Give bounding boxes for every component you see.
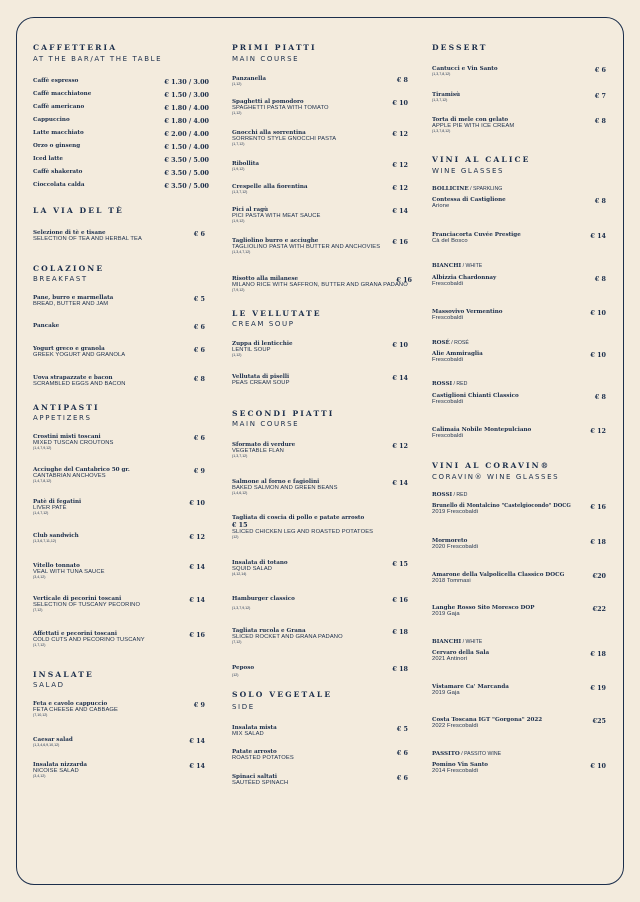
menu-item: Tagliata di coscia di pollo e patate arrosto € 15 SLICED CHICKEN LEG AND ROASTED POTATOES (12): [232, 515, 408, 539]
wine-category: ROSSI / RED: [432, 381, 468, 387]
item-allergens: (4,12,14): [232, 572, 247, 576]
item-price: € 19: [590, 684, 606, 692]
item-price: € 8: [594, 117, 606, 125]
menu-item: Tagliolino burro e acciughe € 16 TAGLIOLINO PASTA WITH BUTTER AND ANCHOVIES (1,3,4,7,12): [232, 238, 408, 254]
item-description: PICI PASTA WITH MEAT SAUCE: [232, 213, 321, 219]
item-producer: 2018 Tommasi: [432, 578, 471, 584]
item-price: € 16: [392, 596, 408, 604]
menu-item: Caffè shakerato € 3.50 / 5.00: [33, 169, 209, 177]
item-allergens: (1,3,4,7,12): [232, 250, 251, 254]
item-price: € 14: [392, 479, 408, 487]
item-producer: Frescobaldi: [432, 281, 464, 287]
item-allergens: (1,3,7,9,12): [232, 606, 251, 610]
section-subtitle-primi: MAIN COURSE: [232, 55, 300, 63]
item-price: € 6: [193, 346, 205, 354]
item-price: € 8: [193, 375, 205, 383]
item-allergens: (12): [232, 673, 239, 677]
item-description: SQUID SALAD: [232, 566, 273, 572]
item-price: € 14: [189, 762, 205, 770]
item-price: € 16: [392, 238, 408, 246]
item-allergens: (1,12): [232, 82, 242, 86]
item-price: € 2.00 / 4.00: [164, 130, 209, 138]
wine-category: ROSÉ / ROSÉ: [432, 340, 469, 346]
item-allergens: (7,12): [33, 608, 43, 612]
item-description: SPAGHETTI PASTA WITH TOMATO: [232, 105, 329, 111]
item-description: NICOISE SALAD: [33, 768, 79, 774]
wine-category: BIANCHI / WHITE: [432, 639, 483, 645]
item-description: SLICED CHICKEN LEG AND ROASTED POTATOES: [232, 529, 374, 535]
item-producer: 2020 Frescobaldi: [432, 544, 479, 550]
item-allergens: (1,3,6,7,11,12): [33, 539, 57, 543]
section-subtitle-colazione: BREAKFAST: [33, 275, 88, 283]
item-description: COLD CUTS AND PECORINO TUSCANY: [33, 637, 145, 643]
item-allergens: (1,7,12): [33, 643, 46, 647]
item-description: SELECTION OF TEA AND HERBAL TEA: [33, 236, 142, 242]
item-allergens: (1,4,6,12): [232, 491, 248, 495]
menu-item: Tiramisù € 7 (1,3,7,12): [432, 92, 606, 102]
item-price: € 12: [392, 184, 408, 192]
item-description: MIX SALAD: [232, 731, 264, 737]
menu-item: Amarone della Valpolicella Classico DOCG €20 2018 Tommasi: [432, 572, 606, 584]
wine-category: BOLLICINE / SPARKLING: [432, 186, 503, 192]
item-allergens: (1,3,7,12): [232, 190, 248, 194]
item-price: € 6: [396, 774, 408, 782]
item-producer: 2019 Gaja: [432, 611, 460, 617]
menu-item: Pici al ragù € 14 PICI PASTA WITH MEAT SAUCE (1,9,12): [232, 207, 408, 223]
item-price: € 14: [189, 596, 205, 604]
item-description: BAKED SALMON AND GREEN BEANS: [232, 485, 338, 491]
item-price: € 12: [392, 442, 408, 450]
section-title-secondi: SECONDI PIATTI: [232, 409, 335, 418]
item-price: € 3.50 / 5.00: [164, 182, 209, 190]
item-price: € 14: [392, 374, 408, 382]
menu-item: Pancake € 6: [33, 323, 205, 331]
menu-item: Sformato di verdure € 12 VEGETABLE FLAN (1,3,7,12): [232, 442, 408, 458]
item-allergens: (1,3,4,6,9,10,12): [33, 743, 60, 747]
menu-item: Vellutata di piselli € 14 PEAS CREAM SOUP: [232, 374, 408, 386]
item-producer: 2021 Antinori: [432, 656, 468, 662]
menu-item: Spinaci saltati € 6 SAUTÉED SPINACH: [232, 774, 408, 786]
item-allergens: (3,4,12): [33, 774, 46, 778]
menu-item: Yogurt greco e granola € 6 GREEK YOGURT AND GRANOLA: [33, 346, 209, 358]
menu-item: Calimaia Nobile Montepulciano € 12 Frescobaldi: [432, 427, 606, 439]
wine-category: BIANCHI / WHITE: [432, 263, 483, 269]
menu-item: Cervaro della Sala € 18 2021 Antinori: [432, 650, 606, 662]
item-producer: Frescobaldi: [432, 399, 464, 405]
menu-item: Crespelle alla fiorentina € 12 (1,3,7,12): [232, 184, 408, 194]
item-price: € 1.30 / 3.00: [164, 78, 209, 86]
menu-item: Acciughe del Cantabrico 50 gr. € 9 CANTABRIAN ANCHOVES (1,4,7,8,12): [33, 467, 209, 483]
item-price: €22: [592, 605, 606, 613]
item-price: € 6: [193, 230, 205, 238]
item-description: GREEK YOGURT AND GRANOLA: [33, 352, 126, 358]
menu-item: Mormoreto € 18 2020 Frescobaldi: [432, 538, 606, 550]
menu-item: Gnocchi alla sorrentina € 12 SORRENTO STYLE GNOCCHI PASTA (1,7,12): [232, 130, 408, 146]
item-producer: Cà del Bosco: [432, 238, 468, 244]
section-subtitle-coravin: CORAVIN® WINE GLASSES: [432, 473, 560, 481]
item-description: BREAD, BUTTER AND JAM: [33, 301, 109, 307]
menu-item: Panzanella € 8 (1,12): [232, 76, 408, 86]
item-allergens: (7,9,12): [232, 288, 245, 292]
item-description: SAUTÉED SPINACH: [232, 780, 289, 786]
item-price: € 12: [590, 427, 606, 435]
item-allergens: (7,12): [232, 640, 242, 644]
item-producer: 2019 Frescobaldi: [432, 509, 479, 515]
section-title-dessert: DESSERT: [432, 43, 488, 52]
item-price: € 9: [193, 701, 205, 709]
item-description: VEAL WITH TUNA SAUCE: [33, 569, 105, 575]
menu-item: Uova strapazzate e bacon € 8 SCRAMBLED EGGS AND BACON: [33, 375, 209, 387]
menu-item: Patate arrosto € 6 ROASTED POTATOES: [232, 749, 408, 761]
menu-item: Club sandwich € 12 (1,3,6,7,11,12): [33, 533, 209, 543]
menu-item: Iced latte € 3.50 / 5.00: [33, 156, 209, 164]
item-price: € 12: [189, 533, 205, 541]
item-allergens: (1,9,12): [232, 167, 245, 171]
item-description: SORRENTO STYLE GNOCCHI PASTA: [232, 136, 337, 142]
item-price: € 8: [396, 76, 408, 84]
item-price: € 6: [396, 749, 408, 757]
item-allergens: (1,7,12): [232, 142, 245, 146]
item-description: SELECTION OF TUSCANY PECORINO: [33, 602, 141, 608]
item-price: € 8: [594, 275, 606, 283]
item-allergens: (1,9,12): [232, 219, 245, 223]
item-allergens: (3,4,12): [33, 575, 46, 579]
menu-item: Peposo € 18 (12): [232, 665, 408, 677]
item-producer: Frescobaldi: [432, 315, 464, 321]
item-price: € 10: [590, 351, 606, 359]
section-title-primi: PRIMI PIATTI: [232, 43, 317, 52]
menu-item: Caesar salad € 14 (1,3,4,6,9,10,12): [33, 737, 209, 747]
item-price: € 14: [189, 563, 205, 571]
menu-item: Massovivo Vermentino € 10 Frescobaldi: [432, 309, 606, 321]
section-subtitle-secondi: MAIN COURSE: [232, 420, 300, 428]
menu-item: Albizzia Chardonnay € 8 Frescobaldi: [432, 275, 606, 287]
item-price: € 1.50 / 4.00: [164, 143, 209, 151]
menu-item: Pane, burro e marmellata € 5 BREAD, BUTTER AND JAM: [33, 295, 209, 307]
menu-item: Vistamare Ca' Marcanda € 19 2019 Gaja: [432, 684, 606, 696]
section-title-calice: VINI AL CALICE: [432, 155, 531, 164]
item-description: SCRAMBLED EGGS AND BACON: [33, 381, 126, 387]
menu-item: Latte macchiato € 2.00 / 4.00: [33, 130, 209, 138]
item-allergens: (1,12): [232, 111, 242, 115]
section-subtitle-insalate: SALAD: [33, 681, 65, 689]
item-price: € 10: [392, 99, 408, 107]
section-title-insalate: INSALATE: [33, 670, 94, 679]
item-allergens: (1,4,7,12): [33, 511, 49, 515]
section-title-te: LA VIA DEL TÈ: [33, 206, 124, 215]
section-title-caffetteria: CAFFETTERIA: [33, 43, 118, 52]
item-price: € 10: [392, 341, 408, 349]
item-price: € 7: [594, 92, 606, 100]
item-producer: Arione: [432, 203, 450, 209]
menu-item: Alìe Ammiraglia € 10 Frescobaldi: [432, 351, 606, 363]
item-allergens: (1,4,7,9,12): [33, 446, 52, 450]
menu-item: Tagliata rucola e Grana € 18 SLICED ROCKET AND GRANA PADANO (7,12): [232, 628, 408, 644]
item-price: € 5: [396, 725, 408, 733]
item-price: € 12: [392, 161, 408, 169]
menu-item: Cappuccino € 1.80 / 4.00: [33, 117, 209, 125]
item-producer: Frescobaldi: [432, 433, 464, 439]
menu-item: Affettati e pecorini toscani € 16 COLD CUTS AND PECORINO TUSCANY (1,7,12): [33, 631, 209, 647]
section-title-antipasti: ANTIPASTI: [33, 403, 100, 412]
section-subtitle-vellutate: CREAM SOUP: [232, 320, 295, 328]
section-title-colazione: COLAZIONE: [33, 264, 105, 273]
menu-item: Spaghetti al pomodoro € 10 SPAGHETTI PASTA WITH TOMATO (1,12): [232, 99, 408, 115]
menu-item: Ribollita € 12 (1,9,12): [232, 161, 408, 171]
item-price: € 10: [590, 762, 606, 770]
item-price: €20: [592, 572, 606, 580]
item-allergens: (12): [232, 535, 239, 539]
menu-item: Patè di fegatini € 10 LIVER PATÈ (1,4,7,12): [33, 499, 209, 515]
menu-item: Crostini misti toscani € 6 MIXED TUSCAN CROUTONS (1,4,7,9,12): [33, 434, 209, 450]
item-allergens: (7,10,12): [33, 713, 48, 717]
item-price: € 14: [392, 207, 408, 215]
menu-item: Torta di mele con gelato € 8 APPLE PIE WITH ICE CREAM (1,3,7,8,12): [432, 117, 606, 133]
item-description: MILANO RICE WITH SAFFRON, BUTTER AND GRANA PADANO: [232, 282, 408, 288]
item-producer: 2022 Frescobaldi: [432, 723, 479, 729]
item-description: VEGETABLE FLAN: [232, 448, 284, 454]
item-price: € 16: [189, 631, 205, 639]
item-description: PEAS CREAM SOUP: [232, 380, 290, 386]
menu-item: Risotto alla milanese € 16 MILANO RICE WITH SAFFRON, BUTTER AND GRANA PADANO (7,9,12): [232, 276, 412, 292]
menu-item: Feta e cavolo cappuccio € 9 FETA CHEESE AND CABBAGE (7,10,12): [33, 701, 209, 717]
menu-item: Salmone al forno e fagiolini € 14 BAKED SALMON AND GREEN BEANS (1,4,6,12): [232, 479, 408, 495]
menu-item: Caffè espresso € 1.30 / 3.00: [33, 78, 209, 86]
menu-item: Langhe Rosso Sito Moresco DOP €22 2019 Gaja: [432, 605, 606, 617]
section-title-vegetale: SOLO VEGETALE: [232, 690, 333, 699]
section-title-vellutate: LE VELLUTATE: [232, 309, 322, 318]
item-price: € 18: [590, 538, 606, 546]
item-price: € 10: [189, 499, 205, 507]
menu-item: Selezione di tè e tisane € 6 SELECTION OF TEA AND HERBAL TEA: [33, 230, 209, 242]
menu-item: Orzo o ginseng € 1.50 / 4.00: [33, 143, 209, 151]
item-price: € 10: [590, 309, 606, 317]
item-allergens: (1,12): [232, 353, 242, 357]
item-price: € 18: [392, 628, 408, 636]
item-price: € 18: [392, 665, 408, 673]
item-price: € 9: [193, 467, 205, 475]
menu-item: Brunello di Montalcino "Castelgiocondo" DOCG € 16 2019 Frescobaldi: [432, 503, 606, 515]
item-description: APPLE PIE WITH ICE CREAM: [432, 123, 515, 129]
menu-item: Cioccolata calda € 3.50 / 5.00: [33, 182, 209, 190]
section-subtitle-calice: WINE GLASSES: [432, 167, 505, 175]
item-price: € 1.80 / 4.00: [164, 117, 209, 125]
section-subtitle-vegetale: SIDE: [232, 703, 255, 711]
menu-item: Castiglioni Chianti Classico € 8 Frescobaldi: [432, 393, 606, 405]
item-description: FETA CHEESE AND CABBAGE: [33, 707, 118, 713]
menu-item: Caffè macchiatone € 1.50 / 3.00: [33, 91, 209, 99]
item-price: € 6: [193, 434, 205, 442]
item-producer: 2019 Gaja: [432, 690, 460, 696]
item-description: TAGLIOLINO PASTA WITH BUTTER AND ANCHOVIES: [232, 244, 381, 250]
item-price: €25: [592, 717, 606, 725]
wine-category: PASSITO / PASSITO WINE: [432, 751, 502, 757]
item-producer: 2014 Frescobaldi: [432, 768, 479, 774]
menu-item: Pomino Vin Santo € 10 2014 Frescobaldi: [432, 762, 606, 774]
item-price: € 16: [396, 276, 412, 284]
item-allergens: (1,3,7,8,12): [432, 129, 451, 133]
item-price: € 6: [594, 66, 606, 74]
item-allergens: (1,4,7,8,12): [33, 479, 52, 483]
item-price: € 14: [590, 232, 606, 240]
item-description: LIVER PATÈ: [33, 505, 67, 511]
item-description: CANTABRIAN ANCHOVES: [33, 473, 106, 479]
item-description: ROASTED POTATOES: [232, 755, 294, 761]
item-price: € 8: [594, 197, 606, 205]
menu-item: Hamburger classico € 16 (1,3,7,9,12): [232, 596, 408, 610]
item-price: € 15: [232, 521, 248, 529]
menu-item: Vitello tonnato € 14 VEAL WITH TUNA SAUCE (3,4,12): [33, 563, 209, 579]
item-producer: Frescobaldi: [432, 357, 464, 363]
item-description: LENTIL SOUP: [232, 347, 271, 353]
item-price: € 1.80 / 4.00: [164, 104, 209, 112]
item-price: € 12: [392, 130, 408, 138]
menu-item: Verticale di pecorini toscani € 14 SELECTION OF TUSCANY PECORINO (7,12): [33, 596, 209, 612]
menu-item: Insalata di totano € 15 SQUID SALAD (4,12,14): [232, 560, 408, 576]
menu-item: Insalata mista € 5 MIX SALAD: [232, 725, 408, 737]
item-price: € 18: [590, 650, 606, 658]
item-allergens: (1,3,7,12): [432, 98, 448, 102]
item-price: € 6: [193, 323, 205, 331]
item-price: € 15: [392, 560, 408, 568]
item-price: € 8: [594, 393, 606, 401]
section-subtitle-caffetteria: AT THE BAR/AT THE TABLE: [33, 55, 163, 63]
item-description: MIXED TUSCAN CROUTONS: [33, 440, 114, 446]
menu-item: Cantucci e Vin Santo € 6 (1,3,7,8,12): [432, 66, 606, 76]
menu-item: Contessa di Castiglione € 8 Arione: [432, 197, 606, 209]
item-allergens: (1,3,7,12): [232, 454, 248, 458]
item-description: SLICED ROCKET AND GRANA PADANO: [232, 634, 343, 640]
item-price: € 1.50 / 3.00: [164, 91, 209, 99]
menu-item: Franciacorta Cuvée Prestige € 14 Cà del Bosco: [432, 232, 606, 244]
section-subtitle-antipasti: APPETIZERS: [33, 414, 92, 422]
item-price: € 14: [189, 737, 205, 745]
menu-item: Zuppa di lenticchie € 10 LENTIL SOUP (1,12): [232, 341, 408, 357]
item-price: € 3.50 / 5.00: [164, 169, 209, 177]
wine-category: ROSSI / RED: [432, 492, 468, 498]
menu-item: Insalata nizzarda € 14 NICOISE SALAD (3,4,12): [33, 762, 209, 778]
item-allergens: (1,3,7,8,12): [432, 72, 451, 76]
section-title-coravin: VINI AL CORAVIN®: [432, 461, 551, 470]
menu-item: Caffè americano € 1.80 / 4.00: [33, 104, 209, 112]
item-price: € 5: [193, 295, 205, 303]
item-price: € 3.50 / 5.00: [164, 156, 209, 164]
menu-item: Costa Toscana IGT "Gorgona" 2022 €25 2022 Frescobaldi: [432, 717, 606, 729]
item-price: € 16: [590, 503, 606, 511]
